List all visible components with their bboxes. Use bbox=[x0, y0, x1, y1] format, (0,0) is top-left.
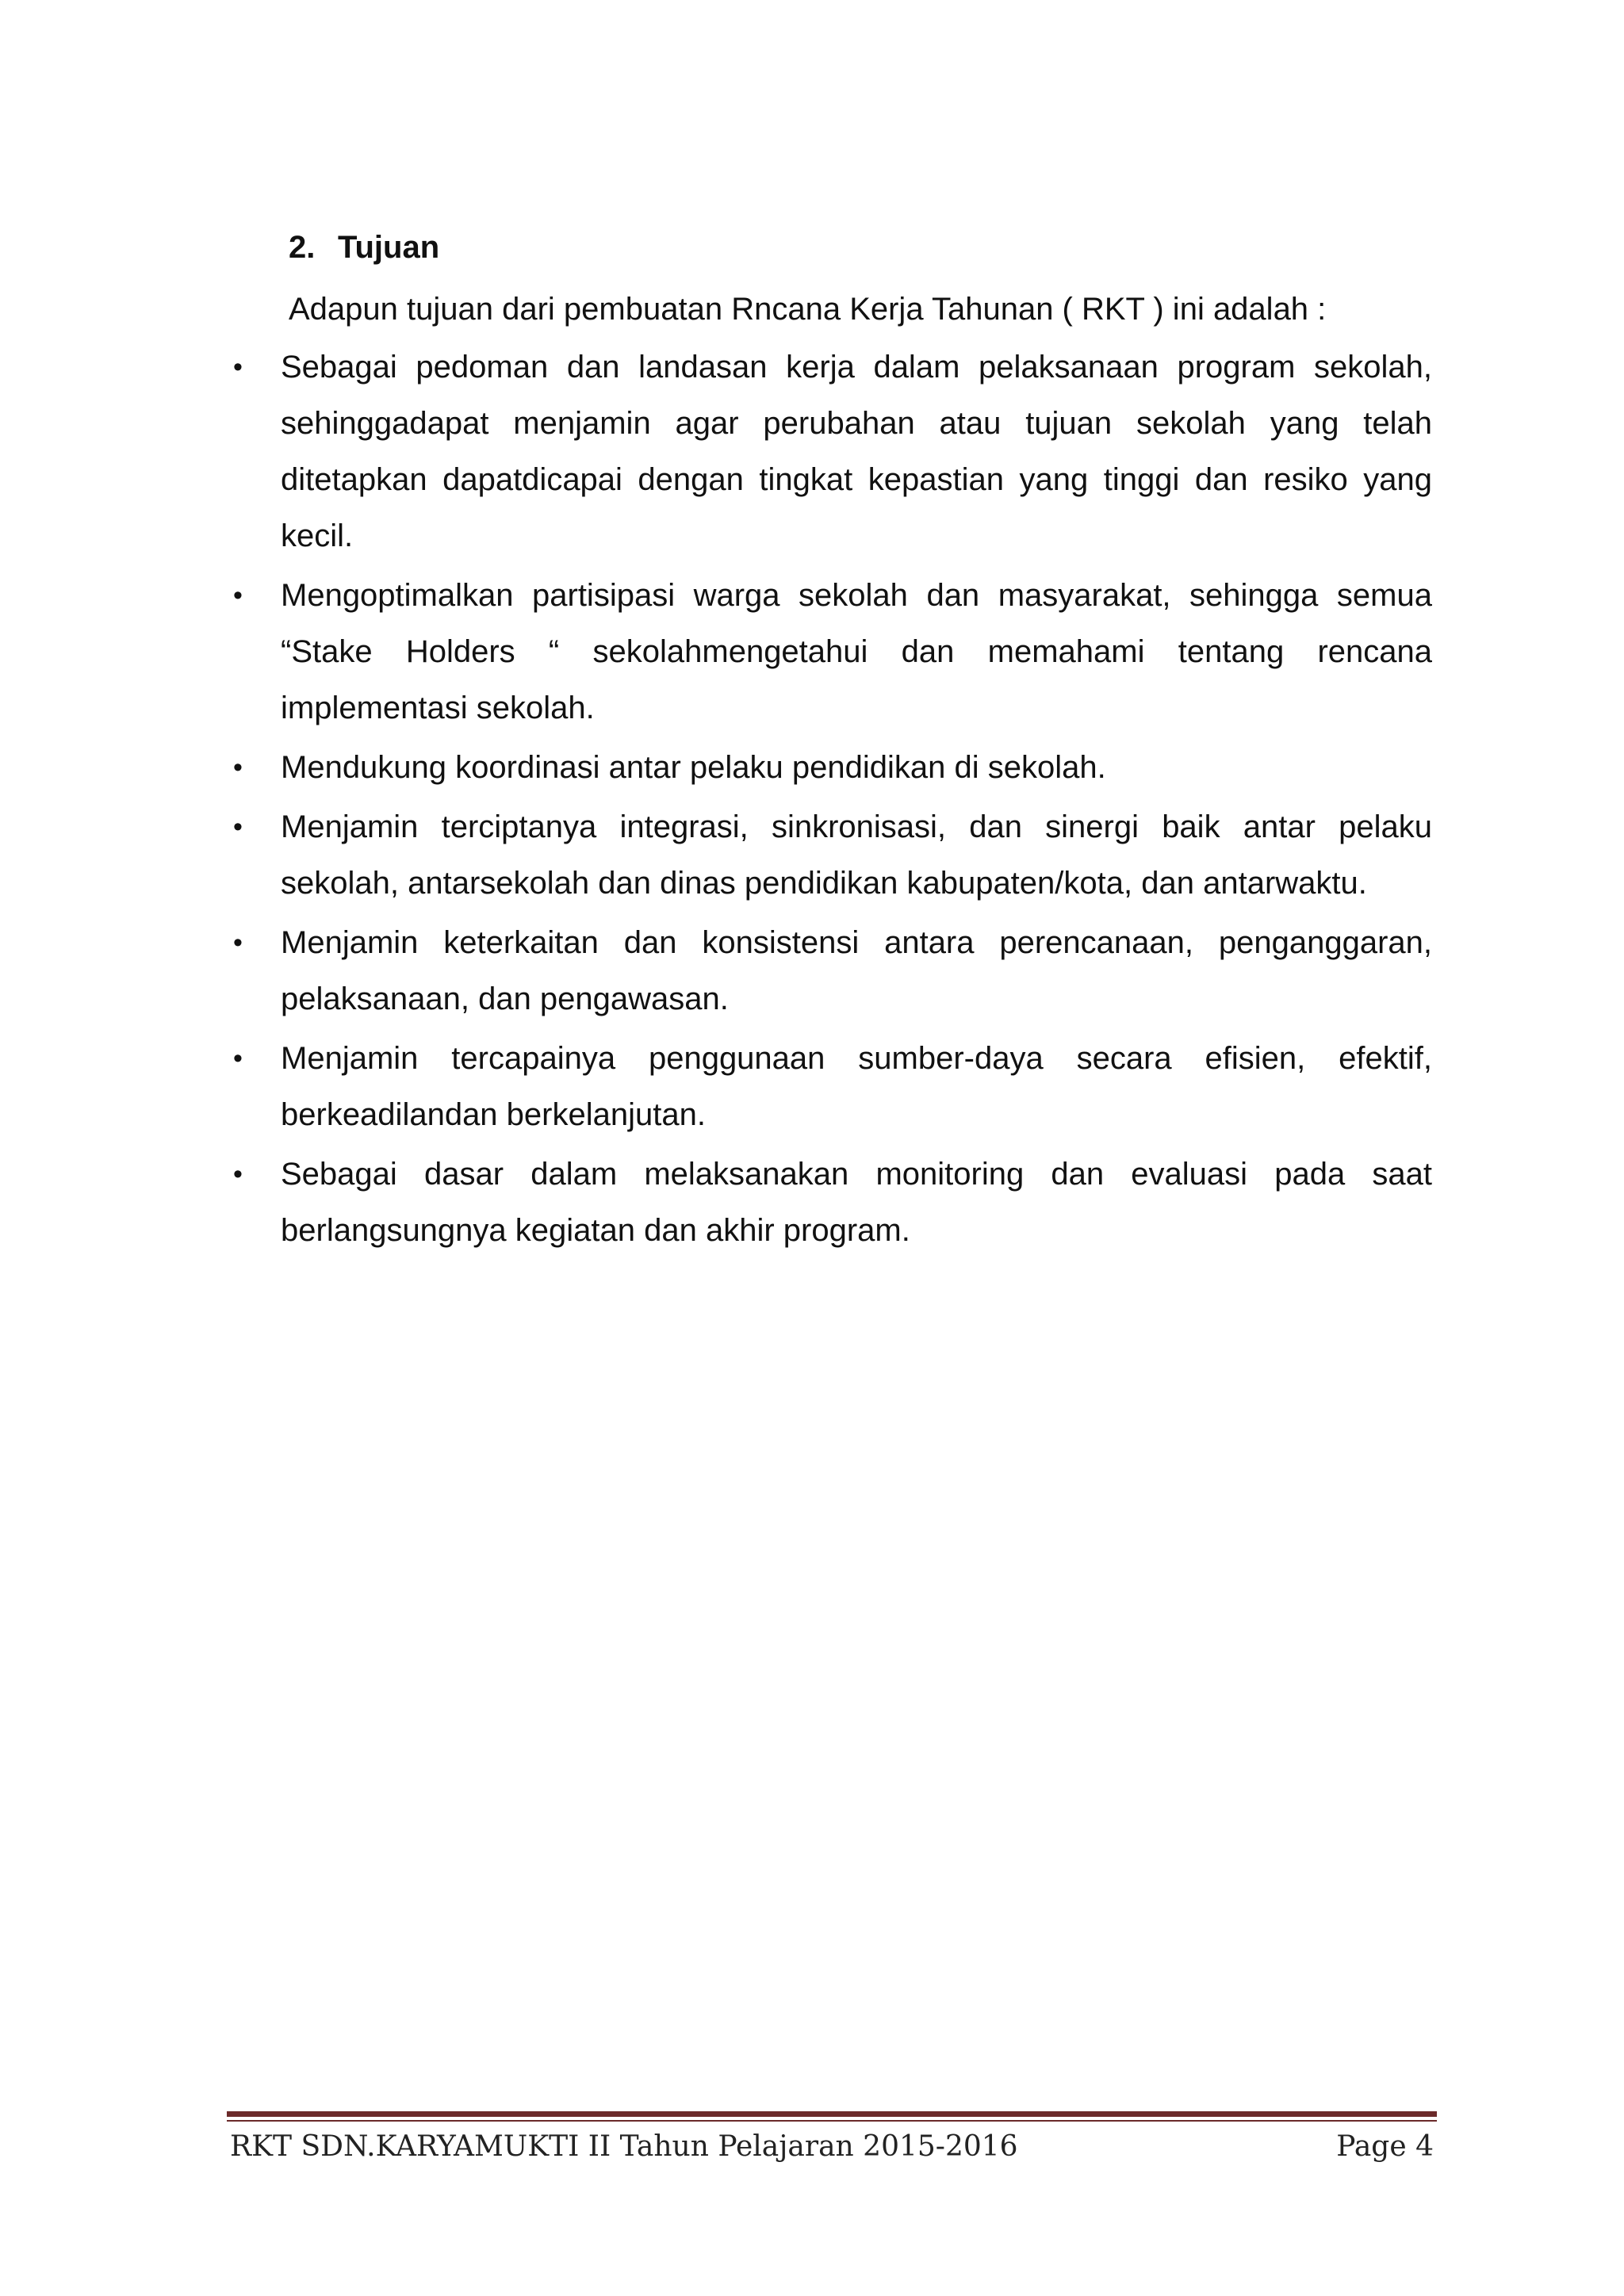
section-title: Tujuan bbox=[338, 230, 440, 265]
footer-document-title: RKT SDN.KARYAMUKTI II Tahun Pelajaran 2015-2016 bbox=[230, 2130, 1018, 2163]
objectives-list bbox=[230, 339, 1432, 1262]
list-item-text: Mendukung koordinasi antar pelaku pendidikan di sekolah. bbox=[281, 750, 1106, 785]
list-item-text: Menjamin keterkaitan dan konsistensi antara perencanaan, penganggaran, pelaksanaan, dan pengawasan. bbox=[281, 925, 1432, 1016]
bullet-icon: • bbox=[233, 812, 243, 842]
list-item-text: Sebagai pedoman dan landasan kerja dalam pelaksanaan program sekolah, sehinggadapat menjamin agar perubahan atau tujuan sekolah yang telah ditetapkan dapatdicapai dengan tingkat kepastian yang tinggi dan resiko yang kecil. bbox=[281, 350, 1432, 553]
list-item bbox=[230, 339, 1432, 564]
list-item-text: Mengoptimalkan partisipasi warga sekolah dan masyarakat, sehingga semua “Stake Holders “ sekolahmengetahui dan memahami tentang rencana implementasi sekolah. bbox=[281, 578, 1432, 725]
list-item bbox=[230, 1031, 1432, 1143]
list-item bbox=[230, 915, 1432, 1027]
footer-page-number: Page 4 bbox=[1336, 2130, 1434, 2163]
bullet-icon: • bbox=[233, 1043, 243, 1073]
bullet-icon: • bbox=[233, 1159, 243, 1189]
bullet-icon: • bbox=[233, 352, 243, 382]
footer-divider-thin bbox=[227, 2120, 1437, 2122]
list-item bbox=[230, 1146, 1432, 1259]
list-item-text: Sebagai dasar dalam melaksanakan monitoring dan evaluasi pada saat berlangsungnya kegiatan dan akhir program. bbox=[281, 1157, 1432, 1248]
bullet-icon: • bbox=[233, 580, 243, 610]
list-item bbox=[230, 799, 1432, 912]
list-item-text: Menjamin terciptanya integrasi, sinkronisasi, dan sinergi baik antar pelaku sekolah, antarsekolah dan dinas pendidikan kabupaten/kota, dan antarwaktu. bbox=[281, 809, 1432, 901]
list-item bbox=[230, 568, 1432, 737]
intro-paragraph: Adapun tujuan dari pembuatan Rncana Kerja Tahunan ( RKT ) ini adalah : bbox=[289, 292, 1327, 327]
section-heading bbox=[289, 224, 439, 271]
bullet-icon: • bbox=[233, 928, 243, 958]
list-item-text: Menjamin tercapainya penggunaan sumber-daya secara efisien, efektif, berkeadilandan berkelanjutan. bbox=[281, 1041, 1432, 1132]
footer-divider-thick bbox=[227, 2111, 1437, 2117]
list-item bbox=[230, 740, 1432, 796]
bullet-icon: • bbox=[233, 752, 243, 783]
section-number: 2. bbox=[289, 230, 316, 265]
